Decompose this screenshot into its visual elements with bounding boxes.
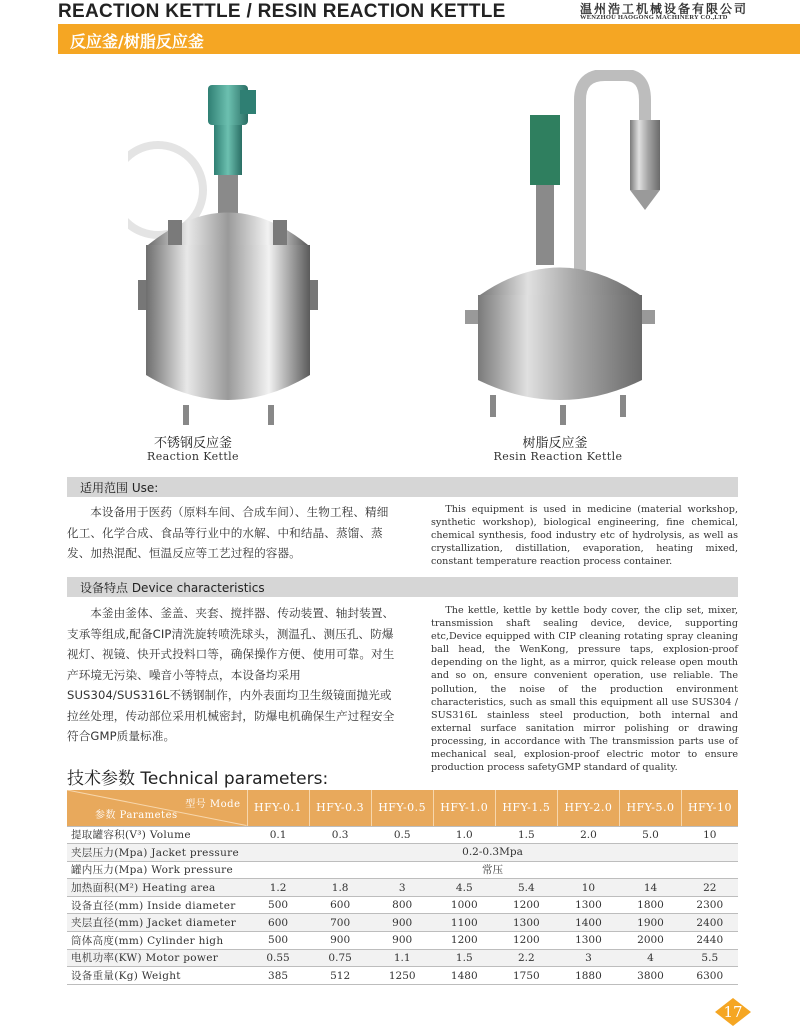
spec-row-label: 夹层压力(Mpa) Jacket pressure (67, 844, 247, 862)
spec-cell: 1880 (557, 967, 619, 985)
spec-cell: 900 (371, 914, 433, 932)
spec-cell: 10 (557, 879, 619, 897)
spec-row (67, 896, 738, 914)
spec-row-label: 夹层直径(mm) Jacket diameter (67, 914, 247, 932)
spec-cell: 0.2-0.3Mpa (247, 844, 738, 862)
spec-row (67, 967, 738, 985)
spec-cell: 500 (247, 896, 309, 914)
spec-model-header: HFY-1.5 (495, 790, 557, 826)
header-title: REACTION KETTLE / RESIN REACTION KETTLE (58, 1, 506, 22)
spec-cell: 1.5 (433, 949, 495, 967)
caption-resin-kettle-en: Resin Reaction Kettle (493, 450, 623, 463)
spec-row-label: 设备重量(Kg) Weight (67, 967, 247, 985)
spec-cell: 1480 (433, 967, 495, 985)
spec-cell: 0.1 (247, 826, 309, 844)
spec-model-header: HFY-2.0 (557, 790, 619, 826)
spec-row (67, 879, 738, 897)
spec-cell: 1250 (371, 967, 433, 985)
spec-cell: 1200 (433, 932, 495, 950)
spec-row-label: 加热面积(M²) Heating area (67, 879, 247, 897)
spec-cell: 1300 (495, 914, 557, 932)
spec-cell: 0.55 (247, 949, 309, 967)
spec-row (67, 861, 738, 879)
company-logo-en: WENZHOU HAOGONG MACHINERY CO.,LTD (580, 14, 728, 21)
spec-corner-mode: 型号 Mode (185, 799, 241, 810)
spec-cell: 4.5 (433, 879, 495, 897)
spec-cell: 2300 (682, 896, 738, 914)
spec-cell: 5.4 (495, 879, 557, 897)
spec-cell: 6300 (682, 967, 738, 985)
spec-model-header: HFY-1.0 (433, 790, 495, 826)
spec-cell: 5.5 (682, 949, 738, 967)
spec-corner-cell (67, 790, 247, 826)
spec-cell: 1000 (433, 896, 495, 914)
spec-corner-param: 参数 Parametes (95, 809, 178, 821)
spec-cell: 4 (619, 949, 681, 967)
spec-cell: 700 (309, 914, 371, 932)
caption-reaction-kettle-cn: 不锈钢反应釜 (153, 436, 232, 451)
spec-row-label: 电机功率(KW) Motor power (67, 949, 247, 967)
header-band-title: 反应釜/树脂反应釜 (70, 32, 204, 51)
spec-cell: 500 (247, 932, 309, 950)
use-text-cn: 本设备用于医药（原料车间、合成车间）、生物工程、精细化工、化学合成、食品等行业中的水解、中和结晶、蒸馏、蒸发、加热混配、恒温反应等工艺过程的容器。 (67, 505, 389, 560)
spec-cell: 1800 (619, 896, 681, 914)
spec-cell: 0.75 (309, 949, 371, 967)
spec-cell: 1900 (619, 914, 681, 932)
page-number (713, 996, 753, 1028)
spec-cell: 常压 (247, 861, 738, 879)
spec-cell: 2440 (682, 932, 738, 950)
spec-cell: 2.2 (495, 949, 557, 967)
spec-cell: 2.0 (557, 826, 619, 844)
tech-params-title: 技术参数 Technical parameters: (67, 769, 329, 789)
use-heading: 适用范围 Use: (80, 481, 159, 495)
spec-model-header: HFY-0.5 (371, 790, 433, 826)
features-text-en: The kettle, kettle by kettle body cover, the clip set, mixer, transmission shaft sealing device, device, supporting etc,Device equipped with CIP cleaning rotating spray cleaning ball head, the WenKong, pressure taps, explosion-proof depending on the light, as a mirror, quick release open mouth and so on, ensure convenient operation, use reliable. The pollution, the noise of the production environment characteristics, such as small this equipment all use SUS304 / SUS316L stainless steel production, both internal and external surface sanitation mirror polishing or drawing processing, in accordance with The transmission parts use of mechanical seal, explosion-proof electric motor to ensure production process safetyGMP standard of quality. (431, 605, 738, 774)
spec-cell: 1.8 (309, 879, 371, 897)
features-heading: 设备特点 Device characteristics (80, 581, 265, 595)
spec-cell: 1400 (557, 914, 619, 932)
spec-cell: 1.1 (371, 949, 433, 967)
spec-cell: 1300 (557, 896, 619, 914)
spec-row-label: 罐内压力(Mpa) Work pressure (67, 861, 247, 879)
spec-cell: 1300 (557, 932, 619, 950)
spec-cell: 3800 (619, 967, 681, 985)
spec-cell: 5.0 (619, 826, 681, 844)
spec-row (67, 932, 738, 950)
spec-table-body (67, 826, 738, 984)
spec-cell: 1750 (495, 967, 557, 985)
spec-header-row (67, 790, 738, 826)
spec-row (67, 914, 738, 932)
spec-cell: 1200 (495, 932, 557, 950)
spec-cell: 800 (371, 896, 433, 914)
spec-cell: 2400 (682, 914, 738, 932)
spec-cell: 0.3 (309, 826, 371, 844)
spec-cell: 14 (619, 879, 681, 897)
spec-row-label: 提取罐容积(V³) Volume (67, 826, 247, 844)
spec-cell: 1200 (495, 896, 557, 914)
caption-reaction-kettle-en: Reaction Kettle (147, 450, 239, 463)
spec-row (67, 949, 738, 967)
resin-reaction-kettle-photo (460, 70, 660, 430)
spec-cell: 900 (371, 932, 433, 950)
spec-row (67, 826, 738, 844)
spec-cell: 10 (682, 826, 738, 844)
spec-cell: 1.0 (433, 826, 495, 844)
caption-resin-kettle-cn: 树脂反应釜 (522, 436, 588, 451)
spec-table (67, 790, 738, 985)
spec-row (67, 844, 738, 862)
spec-cell: 0.5 (371, 826, 433, 844)
spec-cell: 900 (309, 932, 371, 950)
spec-cell: 512 (309, 967, 371, 985)
spec-cell: 3 (371, 879, 433, 897)
spec-cell: 2000 (619, 932, 681, 950)
features-section-bar (67, 577, 738, 597)
spec-cell: 1100 (433, 914, 495, 932)
spec-cell: 1.2 (247, 879, 309, 897)
page-number-text: 17 (723, 1003, 743, 1021)
spec-model-header: HFY-0.1 (247, 790, 309, 826)
reaction-kettle-photo (128, 70, 328, 430)
use-text-en: This equipment is used in medicine (material workshop, synthetic workshop), biological engineering, fine chemical, chemical synthesis, food industry etc of hydrolysis, as well as crystallization, distillation, evaporation, heating mixed, constant temperature reaction process container. (431, 504, 738, 568)
spec-row-label: 筒体高度(mm) Cylinder high (67, 932, 247, 950)
use-section-bar (67, 477, 738, 497)
spec-cell: 600 (309, 896, 371, 914)
spec-model-header: HFY-5.0 (619, 790, 681, 826)
spec-cell: 3 (557, 949, 619, 967)
spec-model-header: HFY-0.3 (309, 790, 371, 826)
spec-cell: 385 (247, 967, 309, 985)
company-logo-cn: 温州浩工机械设备有限公司 (580, 2, 749, 16)
spec-row-label: 设备直径(mm) Inside diameter (67, 896, 247, 914)
spec-cell: 22 (682, 879, 738, 897)
spec-model-header: HFY-10 (682, 790, 738, 826)
spec-cell: 600 (247, 914, 309, 932)
spec-cell: 1.5 (495, 826, 557, 844)
features-text-cn: 本釜由釜体、釜盖、夹套、搅拌器、传动装置、轴封装置、支承等组成,配备CIP清洗旋转喷洗球头，测温孔、测压孔、防爆视灯、视镜、快开式投料口等，确保操作方便、使用可靠。对生产环境无污染、噪音小等特点，本设备均采用SUS304/SUS316L不锈钢制作，内外表面均卫生级镜面抛光或拉丝处理，传动部位采用机械密封，防爆电机确保生产过程安全符合GMP质量标准。 (67, 606, 395, 743)
